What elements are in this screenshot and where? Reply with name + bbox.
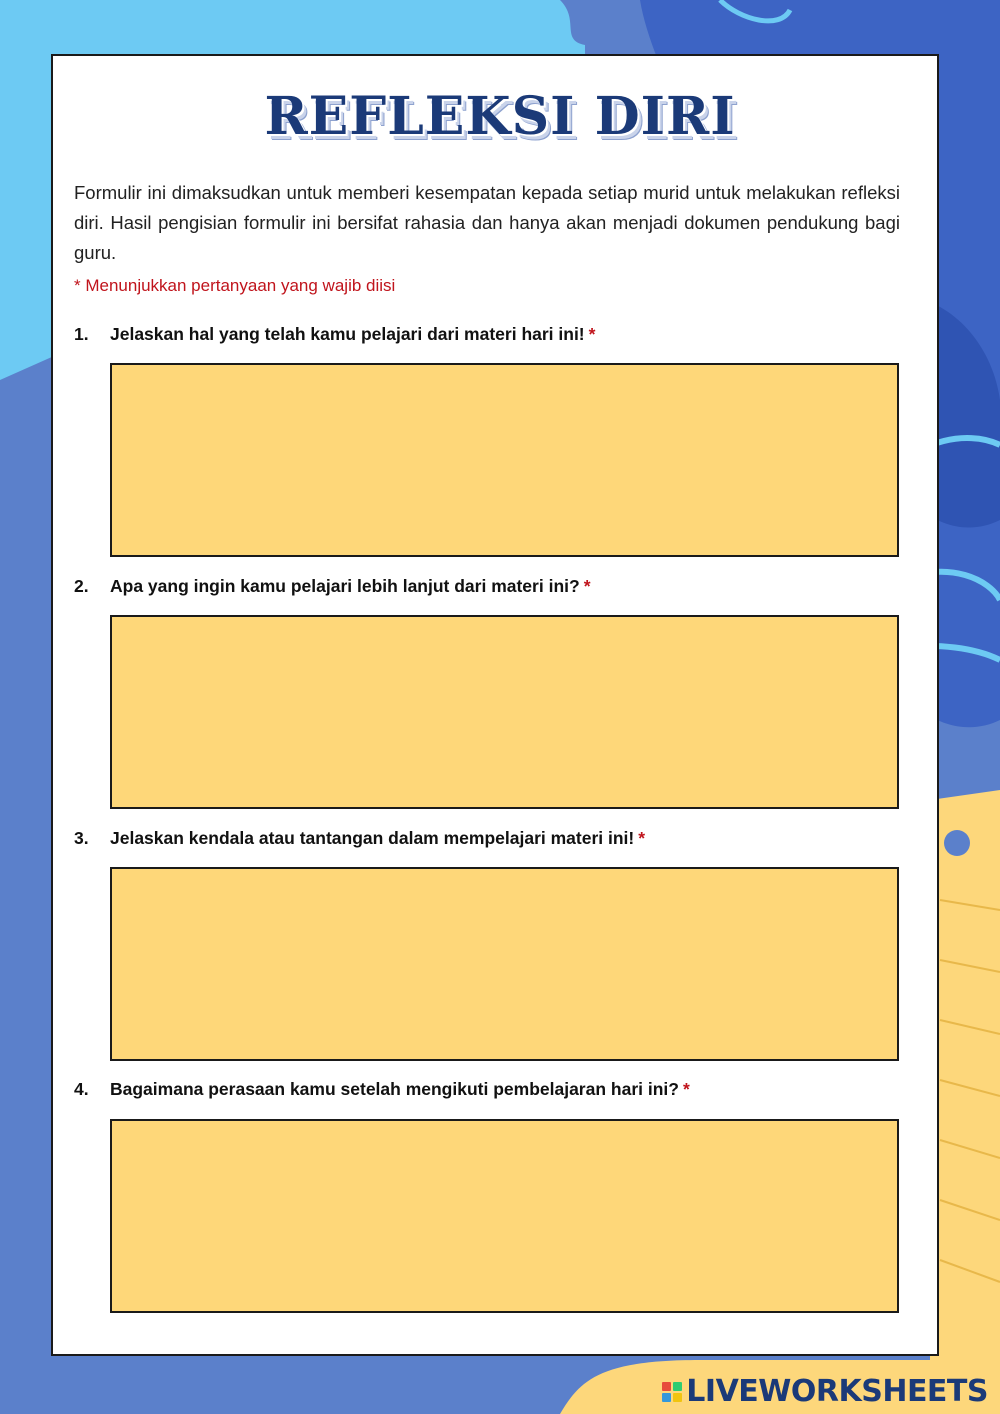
question-text: Bagaimana perasaan kamu setelah mengikuti pembelajaran hari ini? [110,1079,679,1099]
required-star: * [588,324,596,344]
brand-name: LIVEWORKSHEETS [686,1374,988,1409]
question-text: Jelaskan hal yang telah kamu pelajari dari materi hari ini! [110,324,585,344]
page-title: REFLEKSI DIRI [264,86,736,147]
required-star: * [638,828,646,848]
intro-text: Formulir ini dimaksudkan untuk memberi kesempatan kepada setiap murid untuk melakukan refleksi diri. Hasil pengisian formulir ini bersifat rahasia dan hanya akan menjadi dokumen pendukung bagi guru. [74,182,900,263]
answer-box-2[interactable] [110,615,899,809]
question-label [110,828,645,849]
answer-box-4[interactable] [110,1119,899,1313]
question-text: Apa yang ingin kamu pelajari lebih lanjut dari materi ini? [110,576,580,596]
question-label [110,1079,690,1100]
question-number: 3. [74,828,89,848]
question-text: Jelaskan kendala atau tantangan dalam mempelajari materi ini! [110,828,635,848]
question-number: 4. [74,1079,89,1099]
question-label [110,324,595,345]
required-star: * [583,576,591,596]
question-number: 2. [74,576,89,596]
question-label [110,576,591,597]
liveworksheets-logo-icon [662,1382,682,1402]
answer-box-3[interactable] [110,867,899,1061]
question-number: 1. [74,324,89,344]
required-note: * Menunjukkan pertanyaan yang wajib diisi [74,276,396,295]
answer-box-1[interactable] [110,363,899,557]
liveworksheets-brand[interactable] [662,1374,988,1409]
required-star: * [682,1079,690,1099]
